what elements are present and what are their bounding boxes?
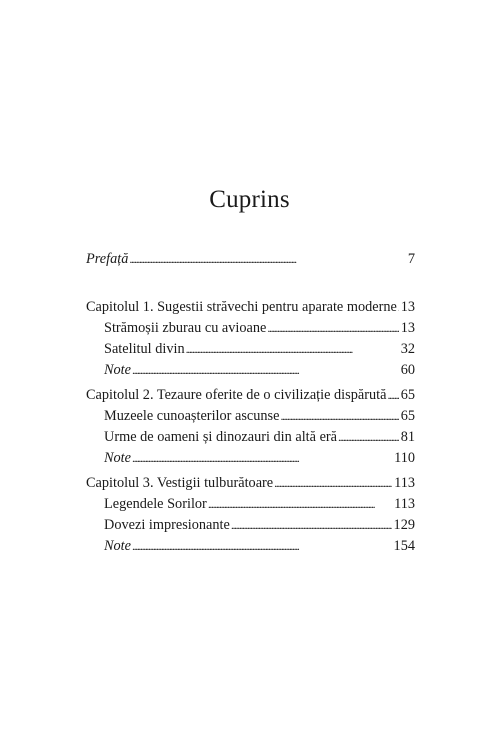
toc-entry-page: 110 (394, 450, 415, 466)
page-title: Cuprins (209, 186, 290, 213)
toc-entry-label: Note (104, 450, 132, 466)
leader-dots (186, 339, 399, 359)
leader-dots (280, 406, 398, 426)
toc-entry-page: 113 (394, 475, 415, 491)
leader-dots (132, 536, 392, 556)
toc-entry-label: Satelitul divin (104, 341, 185, 357)
toc-entry-label: Urme de oameni și dinozauri din altă eră (104, 429, 338, 445)
toc-entry-chapter-2[interactable] (86, 385, 415, 405)
leader-dots (387, 385, 398, 405)
toc-entry-page: 65 (400, 387, 415, 403)
leader-dots (208, 494, 392, 514)
toc-entry-section[interactable] (104, 427, 415, 447)
toc-entry-label: Prefață (86, 251, 129, 267)
toc-entry-page: 154 (393, 538, 415, 554)
toc-entry-notes[interactable] (104, 360, 415, 380)
leader-dots (267, 318, 398, 338)
toc-entry-section[interactable] (104, 339, 415, 359)
toc-entry-label: Capitolul 3. Vestigii tulburătoare (86, 475, 274, 491)
toc-entry-chapter-3[interactable] (86, 473, 415, 493)
toc-entry-section[interactable] (104, 406, 415, 426)
leader-dots (129, 249, 405, 269)
leader-dots (231, 515, 392, 535)
toc-entry-page: 13 (400, 320, 415, 336)
toc-entry-notes[interactable] (104, 448, 415, 468)
leader-dots (274, 473, 392, 493)
toc-entry-section[interactable] (104, 318, 415, 338)
toc-entry-page: 60 (400, 362, 415, 378)
toc-entry-page: 113 (394, 496, 415, 512)
leader-dots (132, 360, 399, 380)
toc-entry-section[interactable] (104, 515, 415, 535)
leader-dots (398, 297, 399, 317)
leader-dots (338, 427, 399, 447)
toc-entry-page: 13 (400, 299, 415, 315)
toc-entry-chapter-1[interactable] (86, 297, 415, 317)
toc-entry-preface[interactable] (86, 249, 415, 269)
toc-entry-label: Muzeele cunoașterilor ascunse (104, 408, 280, 424)
toc-entry-page: 7 (407, 251, 415, 267)
toc-entry-label: Note (104, 362, 132, 378)
toc-entry-page: 32 (400, 341, 415, 357)
toc-entry-label: Note (104, 538, 132, 554)
toc-entry-page: 65 (400, 408, 415, 424)
toc-entry-page: 129 (393, 517, 415, 533)
toc-entry-section[interactable] (104, 494, 415, 514)
toc-entry-notes[interactable] (104, 536, 415, 556)
toc-entry-label: Strămoșii zburau cu avioane (104, 320, 267, 336)
toc-entry-label: Legendele Sorilor (104, 496, 207, 512)
toc-entry-label: Capitolul 1. Sugestii străvechi pentru aparate moderne (86, 299, 397, 315)
toc-entry-label: Dovezi impresionante (104, 517, 230, 533)
toc-entry-page: 81 (400, 429, 415, 445)
leader-dots (132, 448, 392, 468)
toc-entry-label: Capitolul 2. Tezaure oferite de o civilizație dispărută (86, 387, 387, 403)
